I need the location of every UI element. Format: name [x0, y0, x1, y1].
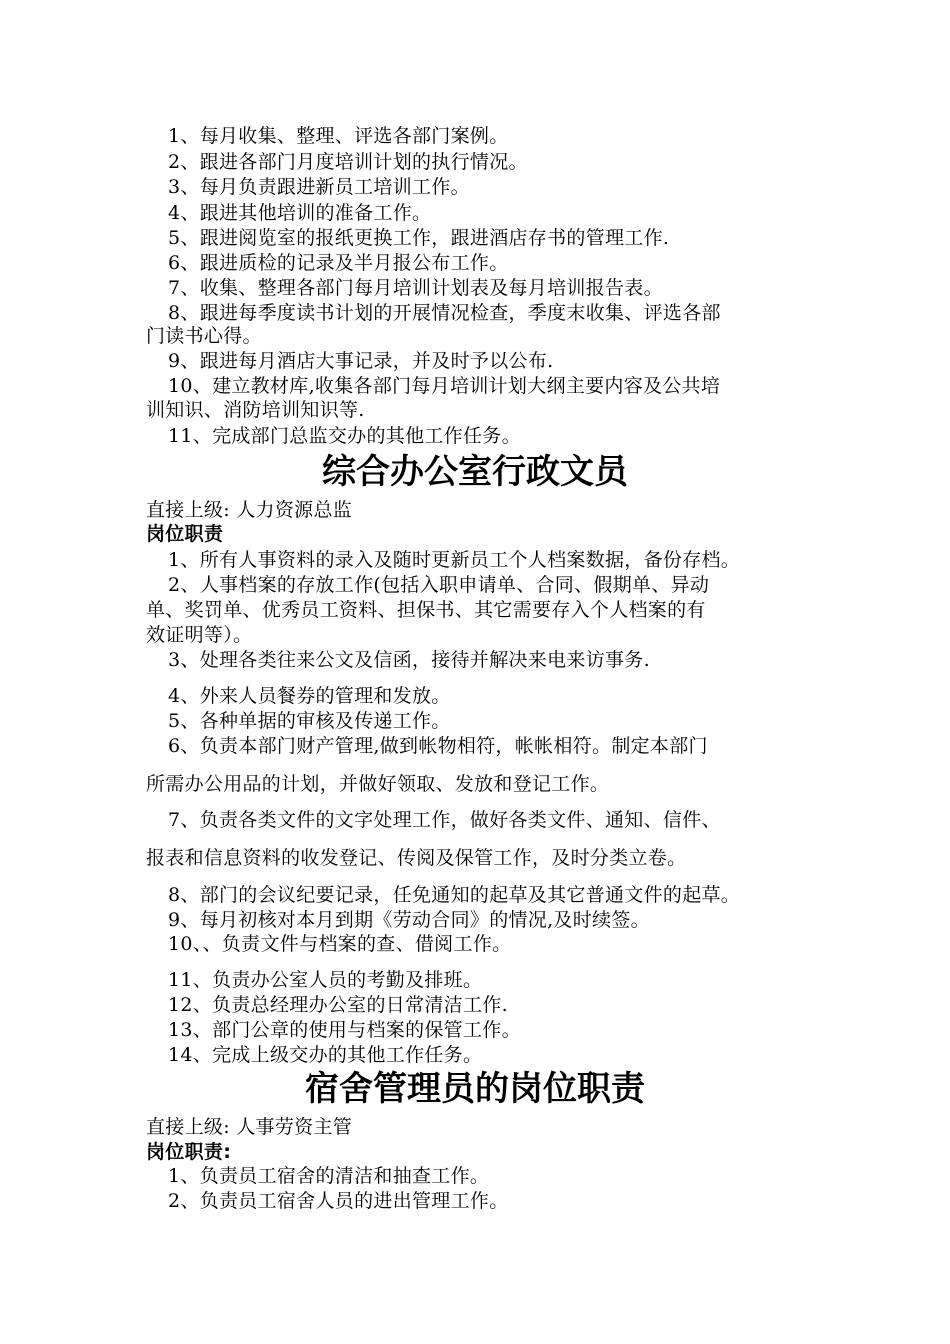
list-item: 1、负责员工宿舍的清洁和抽查工作。: [168, 1165, 490, 1187]
duties-heading: 岗位职责:: [146, 1141, 232, 1163]
list-item: 8、跟进每季度读书计划的开展情况检查，季度末收集、评选各部: [168, 302, 721, 324]
list-item: 8、部门的会议纪要记录，任免通知的起草及其它普通文件的起草。: [168, 884, 741, 906]
list-item: 9、跟进每月酒店大事记录，并及时予以公布.: [168, 350, 554, 372]
section-title: 综合办公室行政文员: [322, 452, 628, 492]
list-item: 3、处理各类往来公文及信函，接待并解决来电来访事务.: [168, 649, 650, 671]
list-item-continuation: 效证明等）。: [146, 624, 253, 646]
list-item: 6、跟进质检的记录及半月报公布工作。: [168, 252, 509, 274]
section-title: 宿舍管理员的岗位职责: [305, 1069, 645, 1109]
list-item: 4、跟进其他培训的准备工作。: [168, 202, 432, 224]
list-item: 7、收集、整理各部门每月培训计划表及每月培训报告表。: [168, 277, 663, 299]
list-item: 9、每月初核对本月到期《劳动合同》的情况,及时续签。: [168, 909, 650, 931]
list-item: 11、负责办公室人员的考勤及排班。: [168, 969, 483, 991]
supervisor-line: 直接上级: 人力资源总监: [146, 499, 353, 521]
list-item: 12、负责总经理办公室的日常清洁工作.: [168, 994, 508, 1016]
list-item: 4、外来人员餐券的管理和发放。: [168, 685, 451, 707]
list-item-continuation: 报表和信息资料的收发登记、传阅及保管工作，及时分类立卷。: [146, 847, 687, 869]
list-item: 1、每月收集、整理、评选各部门案例。: [168, 125, 509, 147]
list-item: 2、负责员工宿舍人员的进出管理工作。: [168, 1190, 509, 1212]
list-item-continuation: 单、奖罚单、优秀员工资料、担保书、其它需要存入个人档案的有: [146, 599, 706, 621]
list-item: 14、完成上级交办的其他工作任务。: [168, 1044, 483, 1066]
list-item: 7、负责各类文件的文字处理工作，做好各类文件、通知、信件、: [168, 809, 721, 831]
list-item: 5、跟进阅览室的报纸更换工作，跟进酒店存书的管理工作.: [168, 227, 670, 249]
list-item: 3、每月负责跟进新员工培训工作。: [168, 176, 470, 198]
list-item-continuation: 门读书心得。: [146, 325, 262, 347]
list-item: 10、建立教材库,收集各部门每月培训计划大纲主要内容及公共培: [168, 375, 721, 397]
list-item: 13、部门公章的使用与档案的保管工作。: [168, 1019, 521, 1041]
list-item-continuation: 所需办公用品的计划，并做好领取、发放和登记工作。: [146, 773, 610, 795]
list-item: 5、各种单据的审核及传递工作。: [168, 710, 451, 732]
list-item: 11、完成部门总监交办的其他工作任务。: [168, 425, 521, 447]
list-item: 2、人事档案的存放工作(包括入职申请单、合同、假期单、异动: [168, 574, 710, 596]
list-item-continuation: 训知识、消防培训知识等.: [146, 399, 365, 421]
list-item: 10、、负责文件与档案的查、借阅工作。: [168, 933, 512, 955]
list-item: 2、跟进各部门月度培训计划的执行情况。: [168, 151, 528, 173]
supervisor-line: 直接上级: 人事劳资主管: [146, 1116, 353, 1138]
list-item: 6、负责本部门财产管理,做到帐物相符，帐帐相符。制定本部门: [168, 735, 708, 757]
list-item: 1、所有人事资料的录入及随时更新员工个人档案数据，备份存档。: [168, 549, 741, 571]
duties-heading: 岗位职责: [146, 523, 224, 545]
